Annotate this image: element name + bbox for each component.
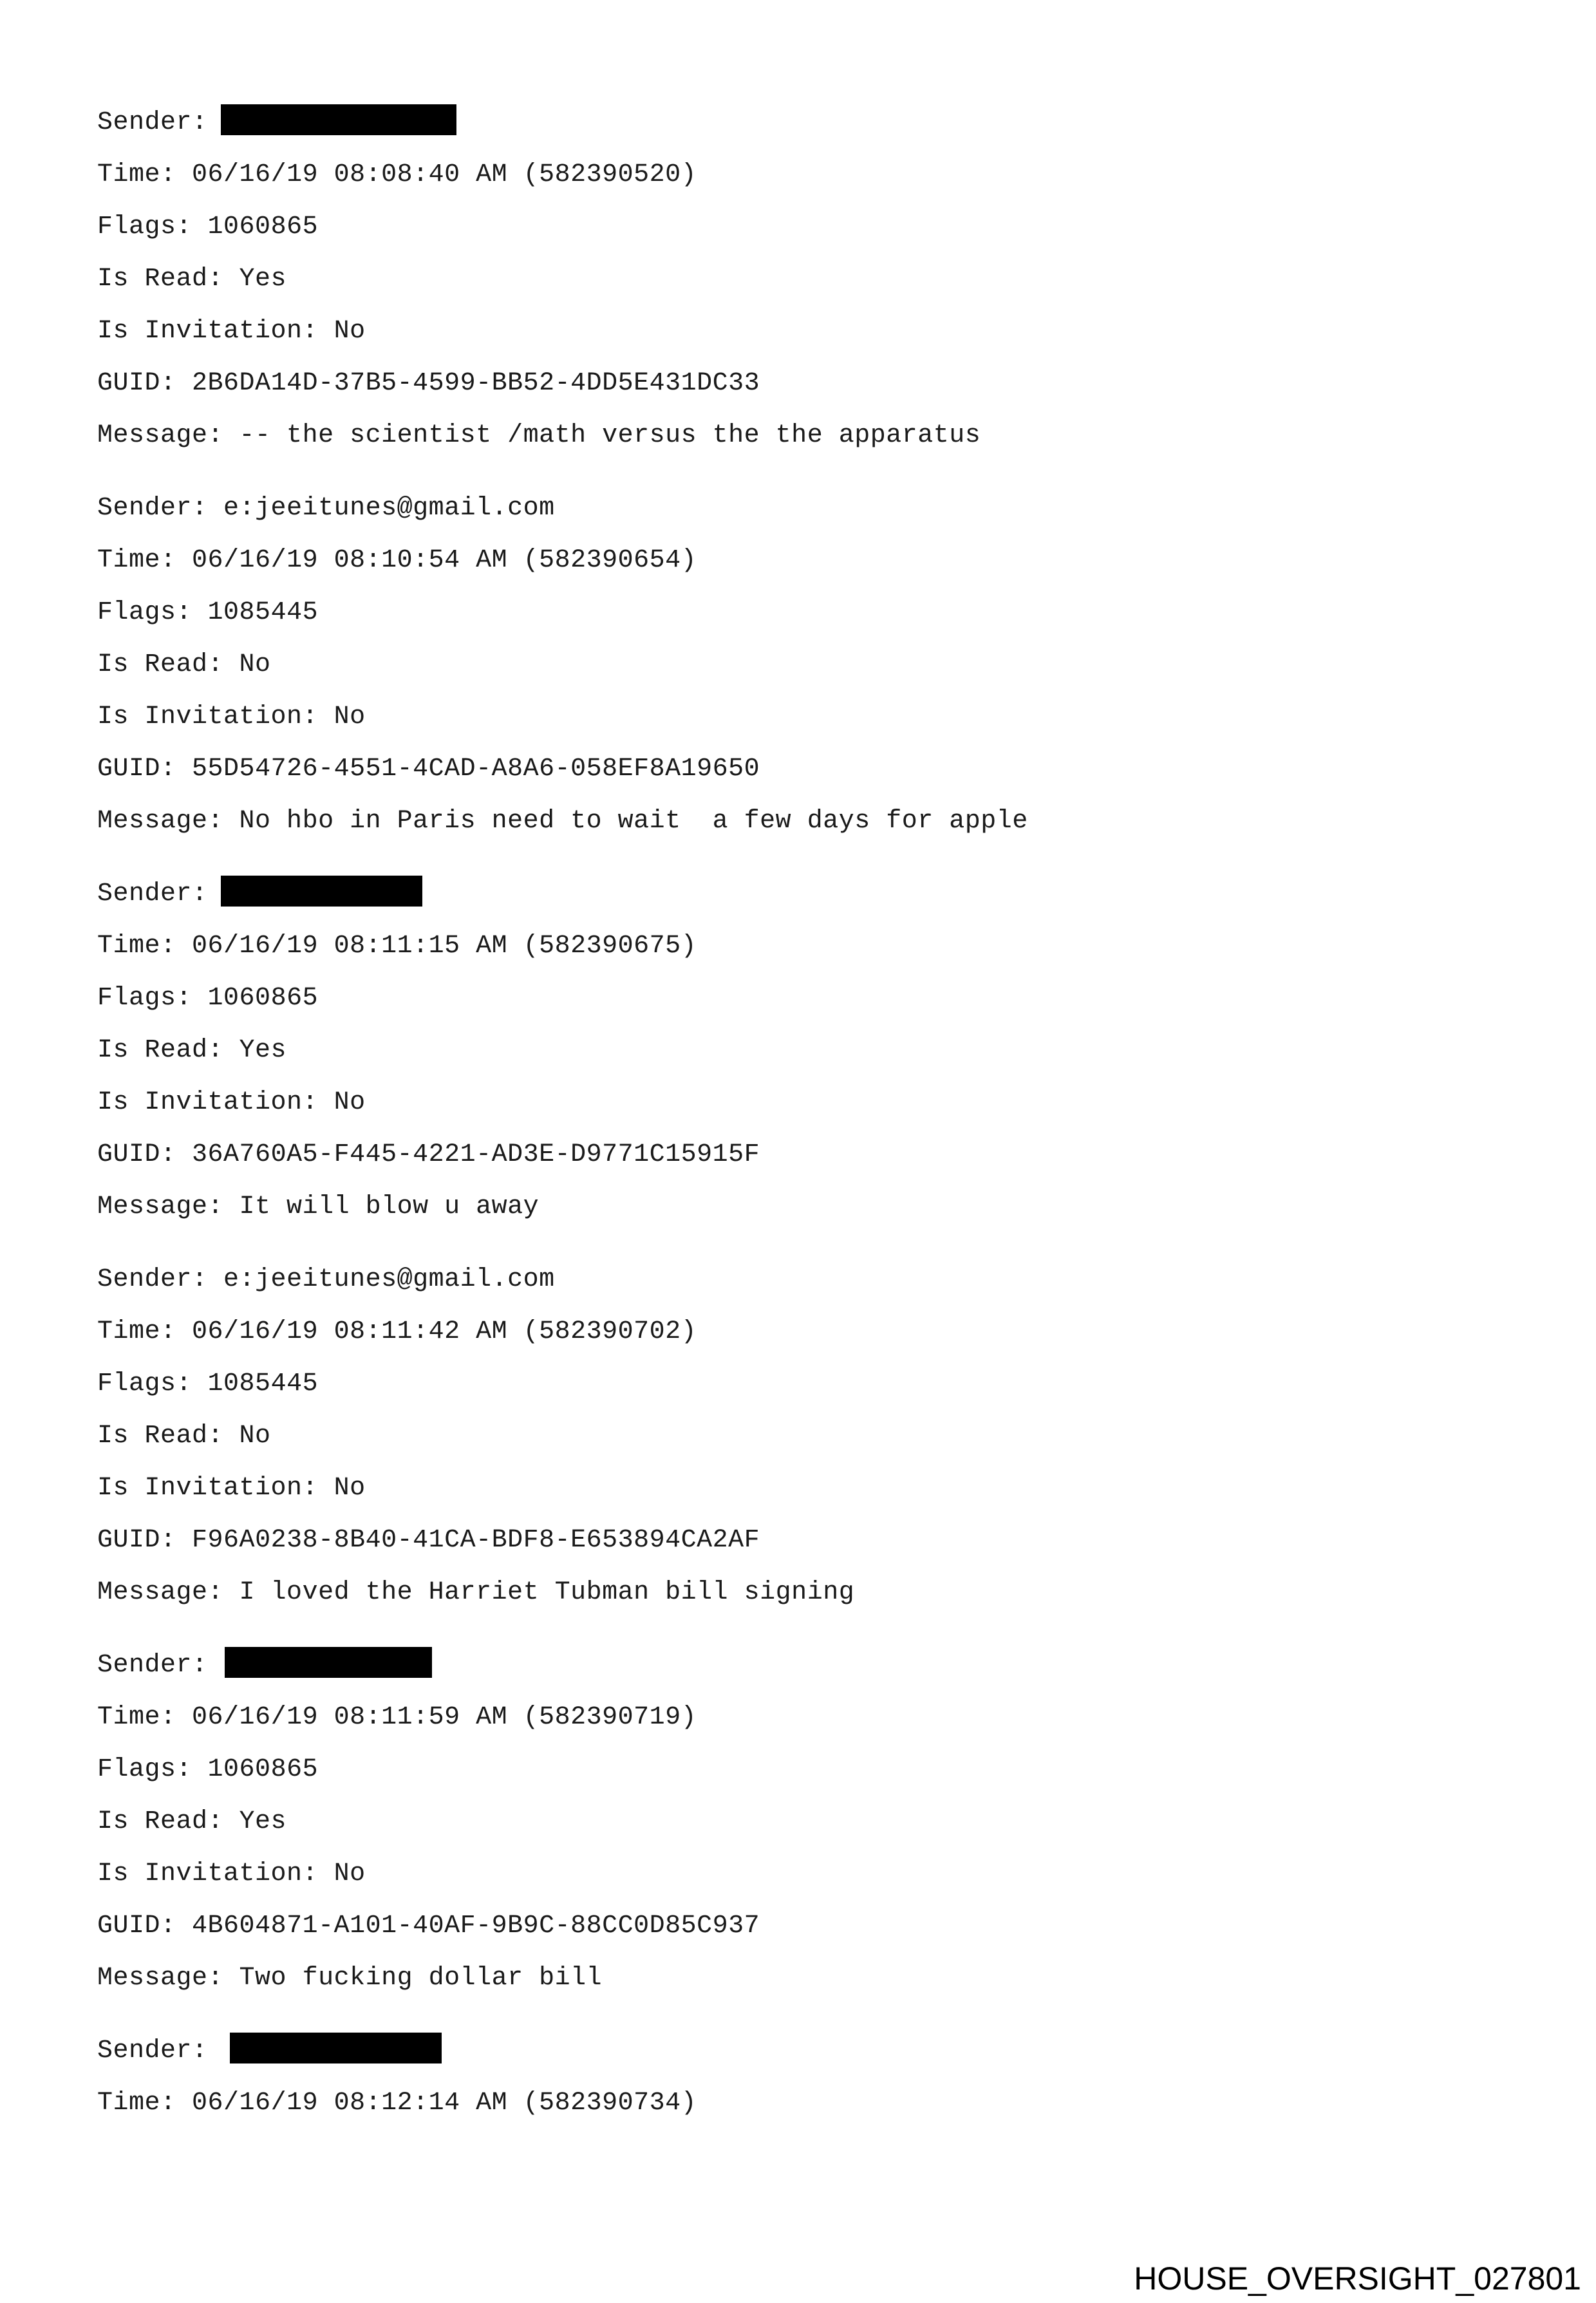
- message-line: [97, 795, 1028, 847]
- time-value: 06/16/19 08:08:40 AM (582390520): [192, 160, 697, 189]
- time-line: [97, 2077, 1028, 2129]
- is-read-label: Is Read:: [97, 1036, 224, 1065]
- time-value: 06/16/19 08:12:14 AM (582390734): [192, 2089, 697, 2118]
- guid-label: GUID:: [97, 755, 176, 784]
- message-label: Message:: [97, 1192, 224, 1221]
- is-invitation-label: Is Invitation:: [97, 1474, 319, 1503]
- guid-value: 2B6DA14D-37B5-4599-BB52-4DD5E431DC33: [192, 369, 760, 398]
- time-value: 06/16/19 08:10:54 AM (582390654): [192, 546, 697, 575]
- redaction-block: [225, 1647, 432, 1678]
- guid-line: [97, 1129, 1028, 1181]
- message-line: [97, 1566, 1028, 1619]
- flags-value: 1060865: [207, 984, 319, 1013]
- is-read-label: Is Read:: [97, 1807, 224, 1836]
- message-text: No hbo in Paris need to wait a few days for apple: [239, 807, 1028, 836]
- guid-line: [97, 1514, 1028, 1566]
- message-log: [97, 97, 1028, 2150]
- is-invitation-value: No: [333, 1088, 366, 1117]
- flags-line: [97, 972, 1028, 1024]
- flags-label: Flags:: [97, 598, 192, 627]
- flags-value: 1060865: [207, 212, 319, 241]
- guid-line: [97, 743, 1028, 795]
- is-read-line: [97, 253, 1028, 305]
- sender-line: [97, 1254, 1028, 1306]
- is-invitation-value: No: [333, 1859, 366, 1888]
- time-label: Time:: [97, 160, 176, 189]
- message-text: I loved the Harriet Tubman bill signing: [239, 1578, 855, 1607]
- time-value: 06/16/19 08:11:59 AM (582390719): [192, 1703, 697, 1732]
- redaction-block: [221, 876, 422, 907]
- time-line: [97, 1691, 1028, 1744]
- guid-line: [97, 357, 1028, 409]
- sender-line: [97, 868, 1028, 920]
- guid-label: GUID:: [97, 1526, 176, 1555]
- is-invitation-line: [97, 1076, 1028, 1129]
- sender-label: Sender:: [97, 108, 208, 137]
- message-label: Message:: [97, 1964, 224, 1993]
- bates-number: HOUSE_OVERSIGHT_027801: [1134, 2261, 1581, 2297]
- guid-value: F96A0238-8B40-41CA-BDF8-E653894CA2AF: [192, 1526, 760, 1555]
- redaction-block: [230, 2033, 442, 2063]
- sender-line: [97, 2025, 1028, 2077]
- message-entry: [97, 1254, 1028, 1619]
- is-invitation-label: Is Invitation:: [97, 317, 319, 346]
- message-entry: [97, 1639, 1028, 2004]
- time-label: Time:: [97, 932, 176, 961]
- time-value: 06/16/19 08:11:42 AM (582390702): [192, 1317, 697, 1346]
- is-invitation-value: No: [333, 1474, 366, 1503]
- time-line: [97, 534, 1028, 587]
- message-label: Message:: [97, 807, 224, 836]
- is-invitation-label: Is Invitation:: [97, 1859, 319, 1888]
- flags-label: Flags:: [97, 1369, 192, 1398]
- message-entry: [97, 868, 1028, 1233]
- is-invitation-line: [97, 691, 1028, 743]
- flags-line: [97, 587, 1028, 639]
- time-label: Time:: [97, 546, 176, 575]
- flags-value: 1060865: [207, 1755, 319, 1784]
- flags-value: 1085445: [207, 1369, 319, 1398]
- message-text: It will blow u away: [239, 1192, 540, 1221]
- is-read-value: Yes: [239, 265, 287, 294]
- redaction-block: [221, 104, 456, 135]
- sender-label: Sender:: [97, 879, 208, 908]
- flags-label: Flags:: [97, 1755, 192, 1784]
- flags-line: [97, 1744, 1028, 1796]
- message-entry: [97, 2025, 1028, 2129]
- time-label: Time:: [97, 2089, 176, 2118]
- time-line: [97, 149, 1028, 201]
- sender-label: Sender:: [97, 1265, 208, 1294]
- message-text: -- the scientist /math versus the the apparatus: [239, 421, 981, 450]
- guid-line: [97, 1900, 1028, 1952]
- is-read-line: [97, 639, 1028, 691]
- time-line: [97, 1306, 1028, 1358]
- is-invitation-line: [97, 1848, 1028, 1900]
- guid-label: GUID:: [97, 1140, 176, 1169]
- is-read-value: No: [239, 650, 271, 679]
- flags-line: [97, 1358, 1028, 1410]
- is-read-line: [97, 1024, 1028, 1076]
- is-read-value: Yes: [239, 1807, 287, 1836]
- message-line: [97, 1952, 1028, 2004]
- guid-label: GUID:: [97, 1912, 176, 1941]
- is-invitation-value: No: [333, 317, 366, 346]
- message-line: [97, 1181, 1028, 1233]
- message-label: Message:: [97, 421, 224, 450]
- sender-line: [97, 1639, 1028, 1691]
- guid-label: GUID:: [97, 369, 176, 398]
- sender-value: e:jeeitunes@gmail.com: [223, 1265, 555, 1294]
- is-invitation-line: [97, 1462, 1028, 1514]
- sender-label: Sender:: [97, 494, 208, 523]
- flags-line: [97, 201, 1028, 253]
- is-invitation-label: Is Invitation:: [97, 1088, 319, 1117]
- time-label: Time:: [97, 1317, 176, 1346]
- guid-value: 4B604871-A101-40AF-9B9C-88CC0D85C937: [192, 1912, 760, 1941]
- sender-label: Sender:: [97, 2036, 208, 2065]
- guid-value: 36A760A5-F445-4221-AD3E-D9771C15915F: [192, 1140, 760, 1169]
- flags-label: Flags:: [97, 984, 192, 1013]
- sender-label: Sender:: [97, 1651, 208, 1680]
- is-read-value: No: [239, 1422, 271, 1451]
- message-line: [97, 409, 1028, 462]
- sender-line: [97, 482, 1028, 534]
- is-read-label: Is Read:: [97, 265, 224, 294]
- flags-label: Flags:: [97, 212, 192, 241]
- message-text: Two fucking dollar bill: [239, 1964, 603, 1993]
- is-read-line: [97, 1410, 1028, 1462]
- time-label: Time:: [97, 1703, 176, 1732]
- sender-line: [97, 97, 1028, 149]
- is-read-value: Yes: [239, 1036, 287, 1065]
- time-value: 06/16/19 08:11:15 AM (582390675): [192, 932, 697, 961]
- sender-value: e:jeeitunes@gmail.com: [223, 494, 555, 523]
- is-invitation-line: [97, 305, 1028, 357]
- is-invitation-label: Is Invitation:: [97, 702, 319, 731]
- time-line: [97, 920, 1028, 972]
- flags-value: 1085445: [207, 598, 319, 627]
- is-read-label: Is Read:: [97, 650, 224, 679]
- guid-value: 55D54726-4551-4CAD-A8A6-058EF8A19650: [192, 755, 760, 784]
- message-label: Message:: [97, 1578, 224, 1607]
- is-read-line: [97, 1796, 1028, 1848]
- message-entry: [97, 97, 1028, 462]
- message-entry: [97, 482, 1028, 847]
- is-read-label: Is Read:: [97, 1422, 224, 1451]
- is-invitation-value: No: [333, 702, 366, 731]
